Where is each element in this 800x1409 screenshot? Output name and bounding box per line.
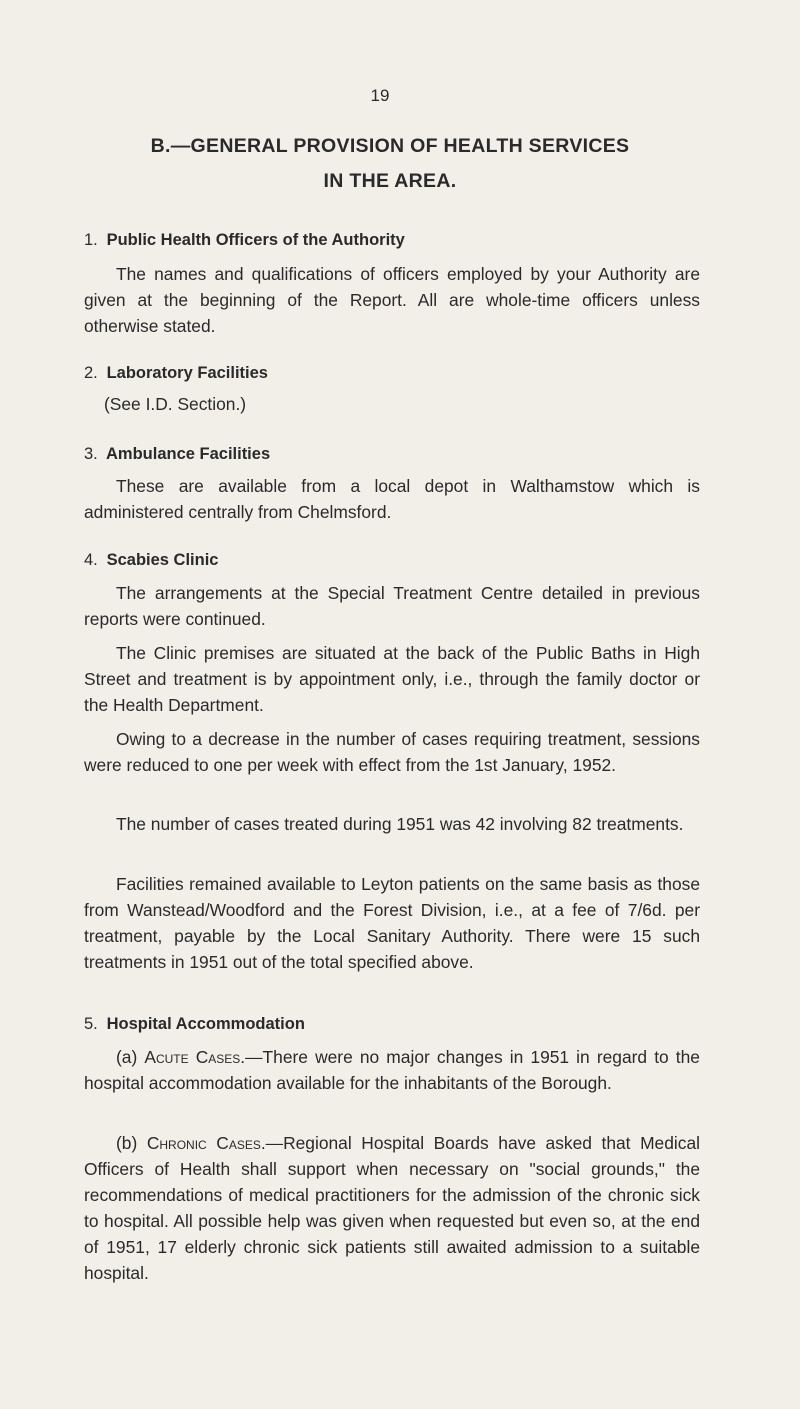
paragraph-laboratory: (See I.D. Section.) [104,394,247,414]
heading-text: Scabies Clinic [106,551,219,569]
acute-cases-title: Acute Cases. [144,1047,246,1067]
chronic-cases-title: Chronic Cases. [146,1133,266,1153]
section-title-line-1: B.—GENERAL PROVISION OF HEALTH SERVICES [150,135,630,157]
paragraph-acute-cases [84,1044,700,1096]
page-number: 19 [370,86,390,105]
heading-number: 3. [84,445,98,463]
heading-number: 1. [84,231,98,249]
paragraph-chronic-cases [84,1130,700,1286]
heading-public-health-officers [84,226,700,253]
paragraph-scabies-arrangements: The arrangements at the Special Treatment Centre detailed in previous reports were continued. [84,583,700,629]
paragraph-clinic-premises: The Clinic premises are situated at the back of the Public Baths in High Street and treatment is by appointment only, i.e., through the family doctor or the Health Department. [84,643,700,715]
heading-text: Laboratory Facilities [106,364,268,382]
paragraph-officers: The names and qualifications of officers employed by your Authority are given at the beginning of the Report. All are whole-time officers unless otherwise stated. [84,264,700,336]
heading-laboratory-facilities [84,359,700,386]
heading-scabies-clinic [84,546,700,573]
paragraph-cases-treated: The number of cases treated during 1951 was 42 involving 82 treatments. [116,814,684,834]
heading-text: Public Health Officers of the Authority [106,231,405,249]
heading-number: 4. [84,551,98,569]
chronic-cases-text: —Regional Hospital Boards have asked that Medical Officers of Health shall support when necessary on "social grounds," the recommendations of medical practitioners for the admission of the chronic sick to hospital. All possible help was given when requested but even so, at the end of 1951, 17 elderly chronic sick patients still awaited admission to a suitable hospital. [84,1133,700,1283]
acute-cases-text: —There were no major changes in 1951 in regard to the hospital accommodation available for the inhabitants of the Borough. [84,1047,700,1093]
heading-text: Hospital Accommodation [106,1015,305,1033]
item-label-b: (b) [116,1133,147,1153]
heading-number: 2. [84,364,98,382]
heading-text: Ambulance Facilities [105,445,271,463]
heading-ambulance-facilities [84,440,700,467]
heading-number: 5. [84,1015,98,1033]
paragraph-ambulance: These are available from a local depot in Walthamstow which is administered centrally from Chelmsford. [84,476,700,522]
heading-hospital-accommodation [84,1010,700,1037]
item-label-a: (a) [116,1047,145,1067]
paragraph-leyton-patients: Facilities remained available to Leyton patients on the same basis as those from Wanstead/Woodford and the Forest Division, i.e., at a fee of 7/6d. per treatment, payable by the Local Sanitary Authority. There were 15 such treatments in 1951 out of the total specified above. [84,874,700,972]
paragraph-sessions-reduced: Owing to a decrease in the number of cases requiring treatment, sessions were reduced to one per week with effect from the 1st January, 1952. [84,729,700,775]
section-title-line-2: IN THE AREA. [323,170,457,192]
